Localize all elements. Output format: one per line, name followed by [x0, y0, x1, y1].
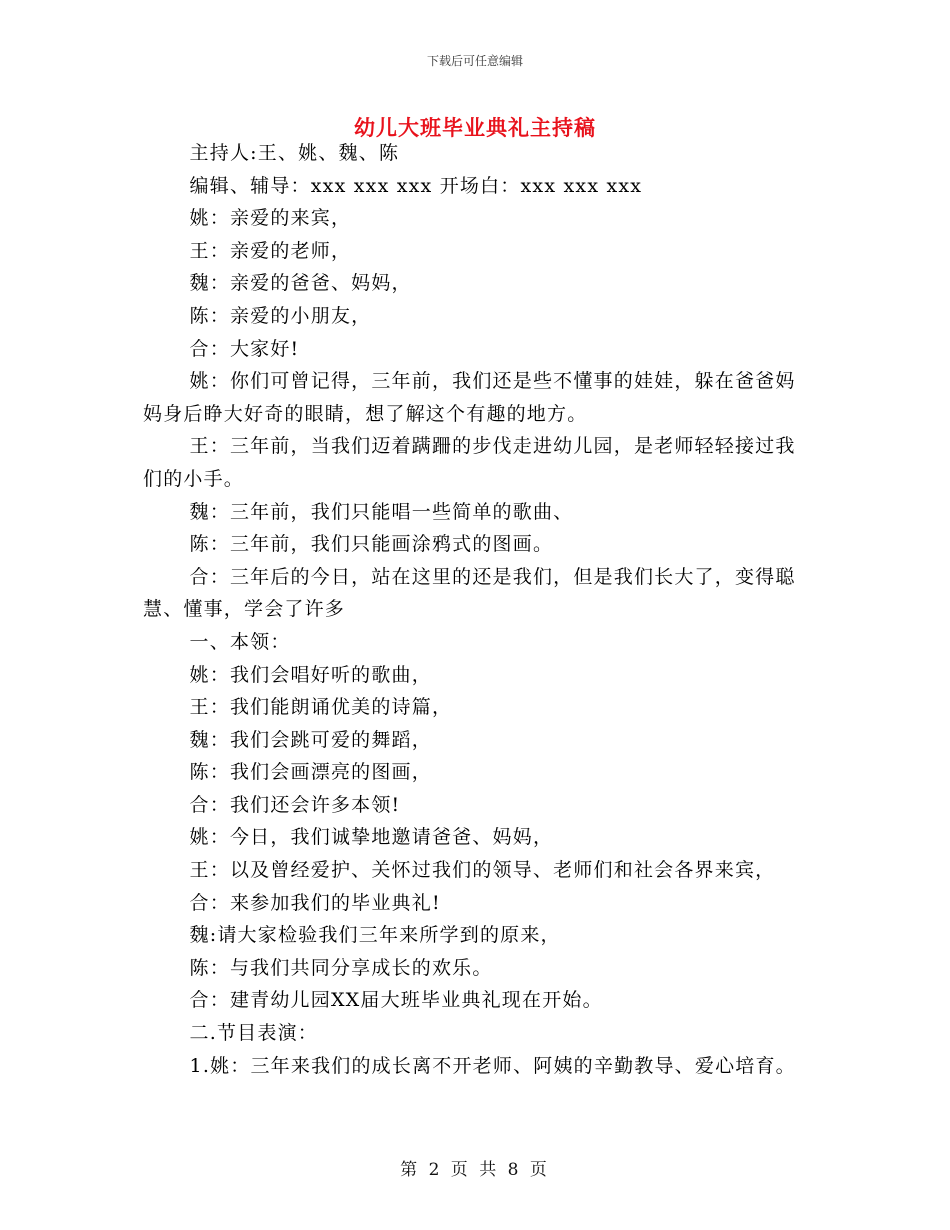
paragraph: 合：来参加我们的毕业典礼! — [189, 891, 441, 914]
paragraph: 合：建青幼儿园XX届大班毕业典礼现在开始。 — [189, 989, 603, 1012]
document-body — [143, 137, 808, 1082]
paragraph: 合：三年后的今日，站在这里的还是我们，但是我们长大了，变得聪慧、懂事，学会了许多 — [143, 565, 796, 621]
paragraph-hosts: 主持人:王、姚、魏、陈 — [189, 142, 400, 164]
paragraph: 陈：与我们共同分享成长的欢乐。 — [189, 956, 493, 979]
paragraph: 陈：亲爱的小朋友， — [189, 304, 372, 327]
paragraph: 姚：今日，我们诚挚地邀请爸爸、妈妈， — [189, 826, 554, 849]
paragraph: 王：我们能朗诵优美的诗篇， — [189, 696, 453, 719]
document-title: 幼儿大班毕业典礼主持稿 — [354, 116, 596, 140]
paragraph: 魏：我们会跳可爱的舞蹈， — [189, 728, 432, 751]
paragraph: 王：亲爱的老师， — [189, 239, 352, 262]
paragraph: 姚：你们可曾记得，三年前，我们还是些不懂事的娃娃，躲在爸爸妈妈身后睁大好奇的眼睛，想了解这个有趣的地方。 — [143, 370, 796, 425]
paragraph: 合：我们还会许多本领! — [189, 793, 401, 816]
paragraph: 王：三年前，当我们迈着蹒跚的步伐走进幼儿园，是老师轻轻接过我们的小手。 — [143, 435, 796, 490]
paragraph-editors: 编辑、辅导：xxx xxx xxx 开场白：xxx xxx xxx — [189, 174, 643, 197]
section-heading: 二.节目表演： — [189, 1022, 318, 1045]
page-header-note: 下载后可任意编辑 — [426, 54, 523, 68]
section-heading: 一、本领： — [189, 630, 291, 653]
paragraph: 陈：我们会画漂亮的图画， — [189, 761, 432, 784]
paragraph: 魏：三年前，我们只能唱一些简单的歌曲、 — [189, 500, 574, 523]
page-number-footer: 第 2 页 共 8 页 — [400, 1160, 550, 1180]
paragraph: 魏:请大家检验我们三年来所学到的原来， — [189, 924, 561, 947]
paragraph: 王：以及曾经爱护、关怀过我们的领导、老师们和社会各界来宾， — [189, 859, 776, 882]
paragraph: 1.姚：三年来我们的成长离不开老师、阿姨的辛勤教导、爱心培育。 — [189, 1054, 796, 1077]
paragraph: 姚：亲爱的来宾， — [189, 207, 352, 230]
paragraph: 合：大家好! — [189, 337, 300, 360]
paragraph: 姚：我们会唱好听的歌曲， — [189, 663, 432, 686]
paragraph: 陈：三年前，我们只能画涂鸦式的图画。 — [189, 533, 554, 556]
paragraph: 魏：亲爱的爸爸、妈妈， — [189, 272, 412, 295]
